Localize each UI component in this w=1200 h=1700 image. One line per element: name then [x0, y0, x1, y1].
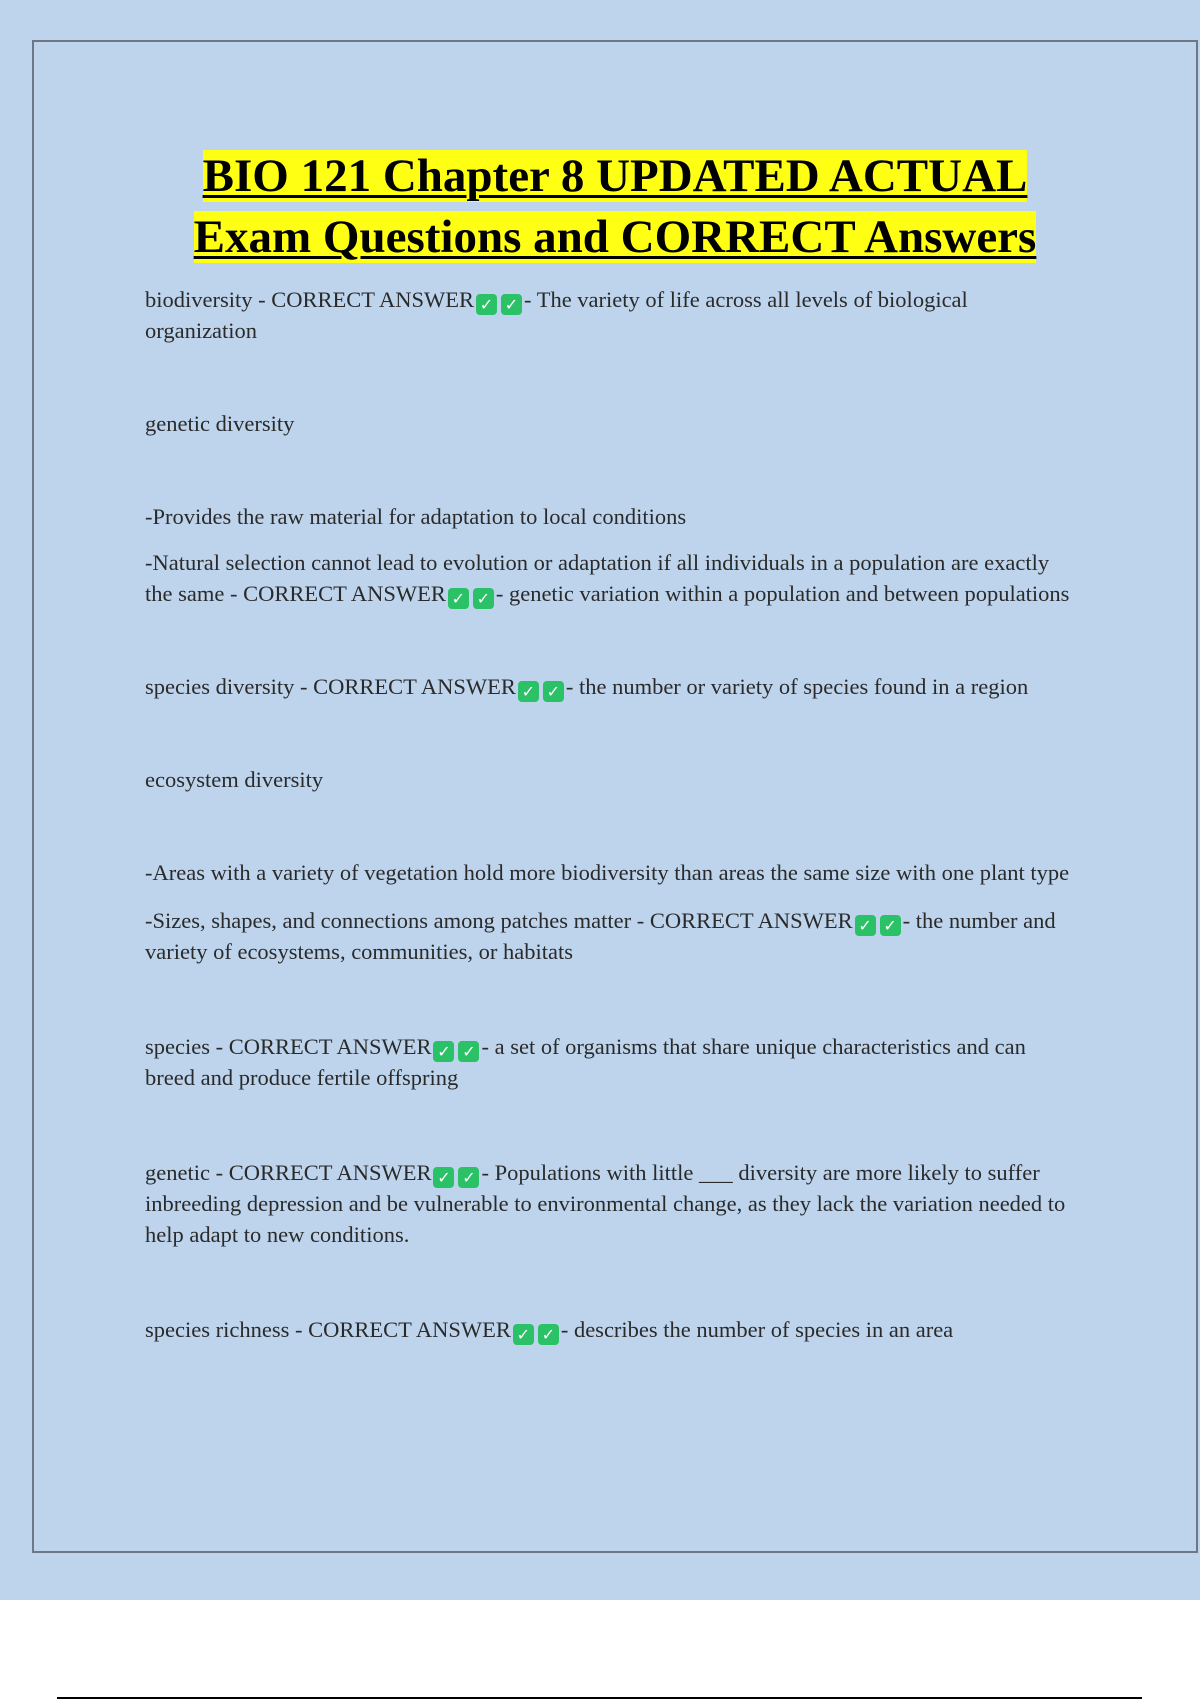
- correct-answer-label: CORRECT ANSWER: [313, 674, 516, 699]
- check-icon: ✓: [538, 1324, 559, 1345]
- check-icon: ✓: [518, 681, 539, 702]
- qa-entry-genetic: [145, 1157, 1075, 1250]
- qa-entry-natural-selection: [145, 547, 1075, 609]
- check-icon: ✓: [433, 1167, 454, 1188]
- qa-entry-vegetation: [145, 857, 1075, 888]
- check-icon: ✓: [880, 915, 901, 936]
- check-icon: ✓: [448, 588, 469, 609]
- entry-definition: - The variety of life across all levels of biological organization: [145, 287, 968, 343]
- entry-term: biodiversity -: [145, 287, 272, 312]
- entry-term: species richness -: [145, 1317, 309, 1342]
- check-icon: ✓: [513, 1324, 534, 1345]
- entry-definition: - a set of organisms that share unique characteristics and can breed and produce fertile offspring: [145, 1034, 1026, 1090]
- check-icon: ✓: [458, 1167, 479, 1188]
- check-icon: ✓: [458, 1041, 479, 1062]
- entry-definition: - genetic variation within a population and between populations: [495, 581, 1070, 606]
- correct-answer-label: CORRECT ANSWER: [228, 1160, 432, 1185]
- qa-entry-biodiversity: [145, 284, 1075, 346]
- entry-term: ecosystem diversity: [145, 767, 324, 792]
- check-icon: ✓: [433, 1041, 454, 1062]
- entry-term: species -: [145, 1034, 229, 1059]
- entry-term: -Natural selection cannot lead to evolution or adaptation if all individuals in a population are exactly the same -: [145, 550, 1050, 606]
- correct-answer-label: CORRECT ANSWER: [308, 1317, 511, 1342]
- entry-definition: - describes the number of species in an area: [560, 1317, 954, 1342]
- qa-entry-species-diversity: [145, 671, 1075, 702]
- footer-divider: [57, 1697, 1142, 1699]
- entry-term: genetic -: [145, 1160, 229, 1185]
- check-icon: ✓: [473, 588, 494, 609]
- qa-entry-patches: [145, 905, 1075, 967]
- entry-term: species diversity -: [145, 674, 314, 699]
- check-icon: ✓: [543, 681, 564, 702]
- document-title: [60, 146, 1170, 268]
- entry-definition: - Populations with little ___ diversity are more likely to suffer inbreeding depression and be vulnerable to environmental change, as they lack the variation needed to help adapt to new conditions.: [145, 1160, 1066, 1247]
- check-icon: ✓: [476, 294, 497, 315]
- qa-content: [145, 284, 1075, 1345]
- title-line-2: Exam Questions and CORRECT Answers: [193, 211, 1037, 263]
- correct-answer-label: CORRECT ANSWER: [243, 581, 446, 606]
- entry-text: -Provides the raw material for adaptation to local conditions: [145, 504, 687, 529]
- entry-definition: - the number or variety of species found in a region: [565, 674, 1029, 699]
- correct-answer-label: CORRECT ANSWER: [271, 287, 474, 312]
- qa-entry-genetic-diversity: [145, 408, 1075, 439]
- check-icon: ✓: [501, 294, 522, 315]
- qa-entry-raw-material: [145, 501, 1075, 532]
- entry-definition: - the number and variety of ecosystems, communities, or habitats: [145, 908, 1056, 964]
- correct-answer-label: CORRECT ANSWER: [228, 1034, 432, 1059]
- entry-text: -Areas with a variety of vegetation hold more biodiversity than areas the same size with one plant type: [145, 860, 1070, 885]
- entry-term: -Sizes, shapes, and connections among patches matter -: [145, 908, 650, 933]
- qa-entry-species: [145, 1031, 1075, 1093]
- title-line-1: BIO 121 Chapter 8 UPDATED ACTUAL: [202, 150, 1028, 202]
- entry-term: genetic diversity: [145, 411, 295, 436]
- correct-answer-label: CORRECT ANSWER: [649, 908, 853, 933]
- qa-entry-ecosystem-diversity: [145, 764, 1075, 795]
- check-icon: ✓: [855, 915, 876, 936]
- qa-entry-species-richness: [145, 1314, 1075, 1345]
